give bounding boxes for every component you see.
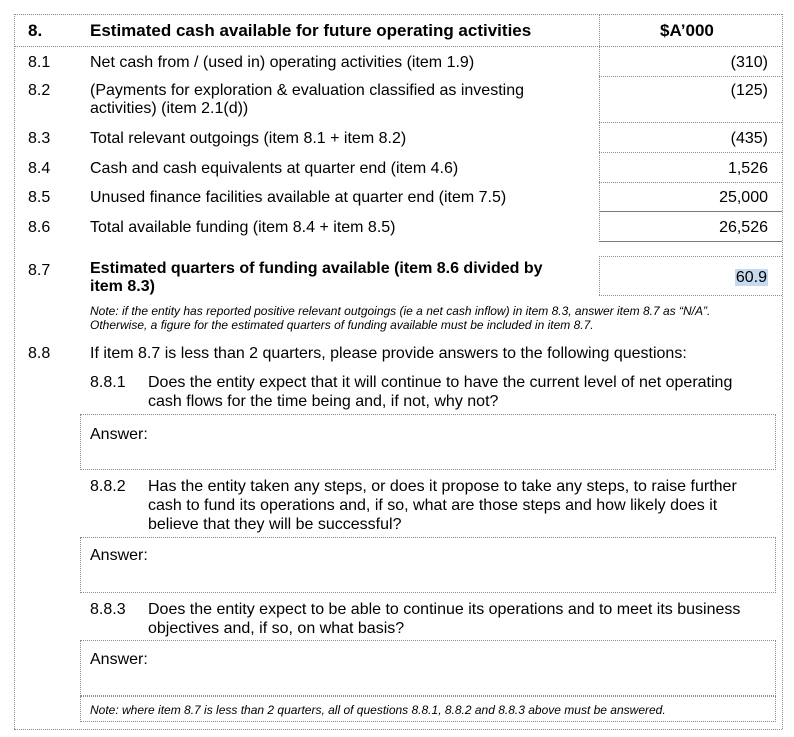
row-value: 1,526: [727, 160, 768, 177]
value-box-top: [599, 256, 782, 257]
funding-quarters-value-text: 60.9: [735, 269, 767, 286]
row-label: Cash and cash equivalents at quarter end (item 4.6): [90, 160, 459, 177]
question-text-line1: Does the entity expect that it will continue to have the current level of net operating: [148, 374, 733, 391]
question-text-line1: Does the entity expect to be able to continue its operations and to meet its business: [148, 601, 741, 618]
footer-note-box: [80, 696, 776, 722]
outer-left-border: [14, 14, 15, 729]
row-number: 8.3: [28, 130, 51, 147]
question-text-line2: cash to fund its operations and, if so, what are those steps and how likely does it: [148, 497, 718, 514]
row-label: Total relevant outgoings (item 8.1 + item 8.2): [90, 130, 407, 147]
row-label: Unused finance facilities available at quarter end (item 7.5): [90, 189, 507, 206]
section-title: Estimated cash available for future operating activities: [90, 21, 532, 40]
row-number: 8.7: [28, 262, 51, 279]
row-number: 8.6: [28, 219, 51, 236]
row-label-line1: (Payments for exploration & evaluation classified as investing: [90, 82, 524, 99]
row-divider: [599, 152, 782, 153]
footer-note: Note: where item 8.7 is less than 2 quarters, all of questions 8.8.1, 8.8.2 and 8.8.3 above must be answered.: [90, 703, 666, 717]
value-box-bottom: [599, 295, 782, 296]
row-divider: [599, 182, 782, 183]
row-label-line2: item 8.3): [90, 278, 155, 295]
row-value: (435): [730, 130, 768, 147]
row-number: 8.1: [28, 54, 51, 71]
row-label: Total available funding (item 8.4 + item 8.5): [90, 219, 396, 236]
question-text-line2: objectives and, if so, on what basis?: [148, 620, 405, 637]
question-text-line2: cash flows for the time being and, if not, why not?: [148, 393, 499, 410]
question-number: 8.8.1: [90, 374, 126, 391]
question-text-line3: believe that they will be successful?: [148, 516, 402, 533]
row-label-line1: Estimated quarters of funding available (item 8.6 divided by: [90, 260, 543, 277]
note-line2: Otherwise, a figure for the estimated quarters of funding available must be included in item 8.7.: [90, 318, 594, 332]
row-value: (125): [730, 82, 768, 99]
row-number: 8.5: [28, 189, 51, 206]
value-box-left: [599, 256, 600, 295]
row-value: (310): [730, 54, 768, 71]
row-number: 8.8: [28, 345, 51, 362]
value-column-border: [599, 14, 600, 242]
row-label: Net cash from / (used in) operating activities (item 1.9): [90, 54, 475, 71]
outer-top-border: [14, 14, 782, 15]
outer-bottom-border: [14, 729, 782, 730]
answer-box[interactable]: [80, 537, 776, 593]
answer-label: Answer:: [90, 651, 148, 668]
row-value: 26,526: [719, 219, 768, 236]
question-number: 8.8.2: [90, 478, 126, 495]
header-divider: [14, 46, 782, 47]
row-divider: [599, 241, 782, 242]
unit-header: $A’000: [660, 21, 714, 40]
answer-box[interactable]: [80, 414, 776, 470]
answer-label: Answer:: [90, 426, 148, 443]
answer-box[interactable]: [80, 640, 776, 696]
row-divider: [599, 76, 782, 77]
note-line1: Note: if the entity has reported positive relevant outgoings (ie a net cash inflow) in item 8.3, answer item 8.7 as “N/A”.: [90, 304, 711, 318]
question-number: 8.8.3: [90, 601, 126, 618]
questions-intro: If item 8.7 is less than 2 quarters, please provide answers to the following questions:: [90, 345, 687, 362]
section-number: 8.: [28, 21, 43, 40]
outer-right-border: [782, 14, 783, 729]
row-divider: [599, 122, 782, 123]
answer-label: Answer:: [90, 547, 148, 564]
funding-quarters-value: [735, 268, 768, 287]
row-number: 8.2: [28, 82, 51, 99]
row-label-line2: activities) (item 2.1(d)): [90, 100, 249, 117]
row-divider: [599, 211, 782, 212]
question-text-line1: Has the entity taken any steps, or does it propose to take any steps, to raise further: [148, 478, 737, 495]
row-value: 25,000: [719, 189, 768, 206]
row-number: 8.4: [28, 160, 51, 177]
